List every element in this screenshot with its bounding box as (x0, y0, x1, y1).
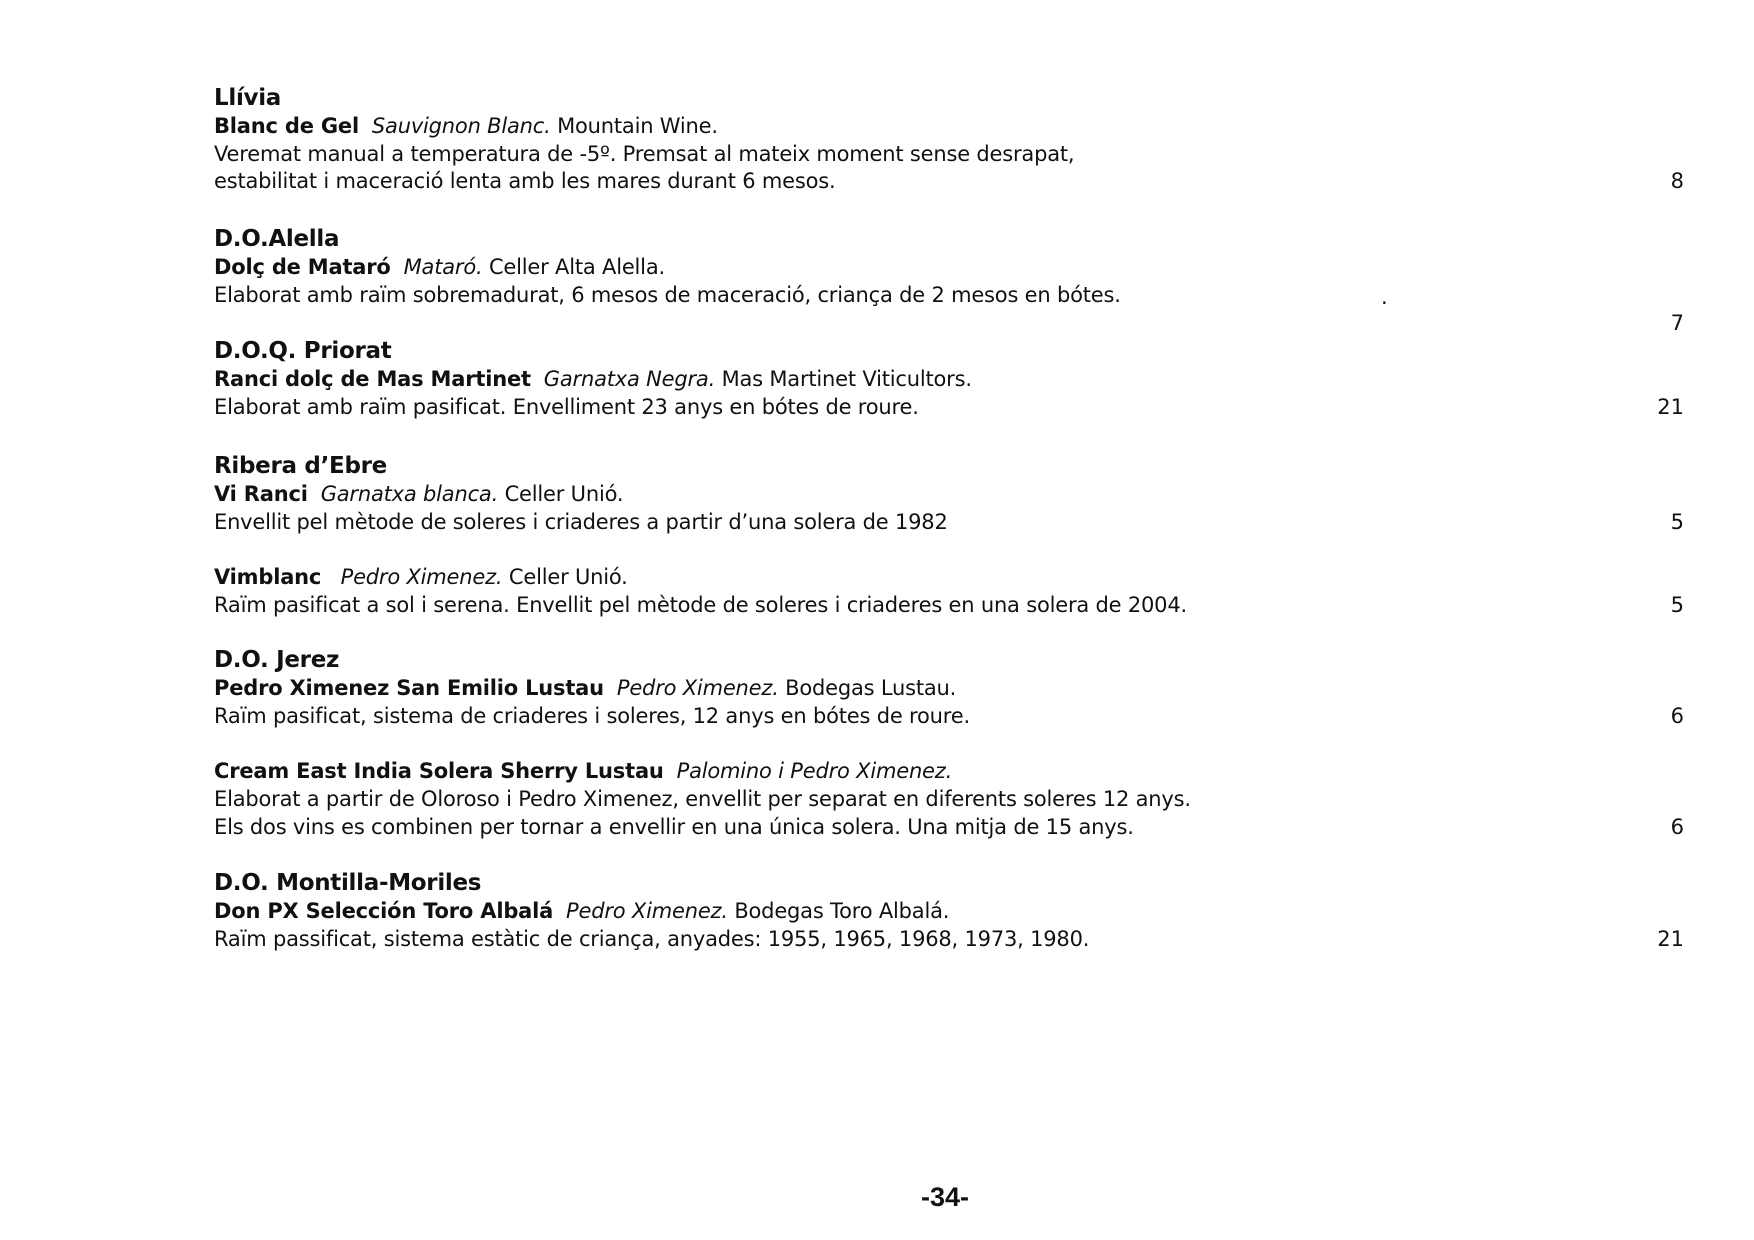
wine-description: Els dos vins es combinen per tornar a envellir en una única solera. Una mitja de 15 anys. (214, 815, 1134, 839)
section-title-alella: D.O.Alella (214, 226, 340, 252)
section-title-priorat: D.O.Q. Priorat (214, 338, 392, 364)
page-number: -34- (920, 1182, 969, 1212)
wine-description: Veremat manual a temperatura de -5º. Premsat al mateix moment sense desrapat, (214, 142, 1075, 166)
wine-producer: Celler Unió. (504, 482, 624, 506)
wine-description: Elaborat amb raïm pasificat. Envelliment 23 anys en bótes de roure. (214, 395, 919, 419)
wine-grape: Mataró. (403, 255, 483, 279)
wine-price: 21 (1657, 395, 1684, 419)
wine-heading-cream-east-india (214, 757, 952, 785)
section-title-montilla-moriles: D.O. Montilla-Moriles (214, 870, 482, 896)
wine-name: Cream East India Solera Sherry Lustau (214, 759, 664, 783)
wine-price: 5 (1670, 510, 1684, 534)
wine-grape: Garnatxa Negra. (543, 367, 716, 391)
wine-heading-px-san-emilio (214, 674, 956, 702)
wine-description: Raïm pasificat, sistema de criaderes i soleres, 12 anys en bótes de roure. (214, 704, 970, 728)
wine-description: Envellit pel mètode de soleres i criaderes a partir d’una solera de 1982 (214, 510, 948, 534)
wine-grape: Sauvignon Blanc. (371, 114, 551, 138)
wine-description: Raïm pasificat a sol i serena. Envellit pel mètode de soleres i criaderes en una solera de 2004. (214, 593, 1187, 617)
wine-name: Vimblanc (214, 565, 322, 589)
wine-grape: Pedro Ximenez. (566, 899, 728, 923)
wine-name: Dolç de Mataró (214, 255, 391, 279)
wine-grape: Garnatxa blanca. (320, 482, 499, 506)
wine-heading-vimblanc (214, 563, 628, 591)
wine-producer: Bodegas Lustau. (785, 676, 957, 700)
wine-heading-dolc-de-mataro (214, 253, 665, 281)
wine-producer: Celler Alta Alella. (488, 255, 665, 279)
wine-name: Vi Ranci (214, 482, 308, 506)
wine-name: Blanc de Gel (214, 114, 359, 138)
section-title-ribera-debre: Ribera d’Ebre (214, 453, 387, 479)
wine-price: 8 (1670, 169, 1684, 193)
wine-description: Elaborat amb raïm sobremadurat, 6 mesos de maceració, criança de 2 mesos en bótes. (214, 283, 1121, 307)
wine-heading-vi-ranci (214, 480, 623, 508)
wine-price: 6 (1670, 815, 1684, 839)
wine-name: Pedro Ximenez San Emilio Lustau (214, 676, 604, 700)
wine-description: Elaborat a partir de Oloroso i Pedro Ximenez, envellit per separat en diferents soleres 12 anys. (214, 787, 1191, 811)
wine-producer: Mountain Wine. (557, 114, 718, 138)
wine-heading-blanc-de-gel (214, 112, 718, 140)
wine-grape: Pedro Ximenez. (340, 565, 503, 589)
wine-heading-ranci-dolc (214, 365, 972, 393)
wine-grape: Palomino i Pedro Ximenez. (676, 759, 953, 783)
wine-producer: Celler Unió. (508, 565, 628, 589)
wine-price: 7 (1670, 311, 1684, 335)
wine-producer: Bodegas Toro Albalá. (734, 899, 950, 923)
wine-grape: Pedro Ximenez. (616, 676, 779, 700)
wine-producer: Mas Martinet Viticultors. (721, 367, 972, 391)
section-title-llivia: Llívia (214, 85, 282, 111)
wine-name: Don PX Selección Toro Albalá (214, 899, 554, 923)
section-title-jerez: D.O. Jerez (214, 647, 340, 673)
wine-price: 21 (1657, 927, 1684, 951)
wine-name: Ranci dolç de Mas Martinet (214, 367, 531, 391)
wine-price: 6 (1670, 704, 1684, 728)
wine-description: estabilitat i maceració lenta amb les mares durant 6 mesos. (214, 169, 836, 193)
wine-description: Raïm passificat, sistema estàtic de criança, anyades: 1955, 1965, 1968, 1973, 1980. (214, 927, 1090, 951)
stray-dot: . (1381, 285, 1388, 309)
wine-heading-don-px (214, 897, 949, 925)
wine-price: 5 (1670, 593, 1684, 617)
